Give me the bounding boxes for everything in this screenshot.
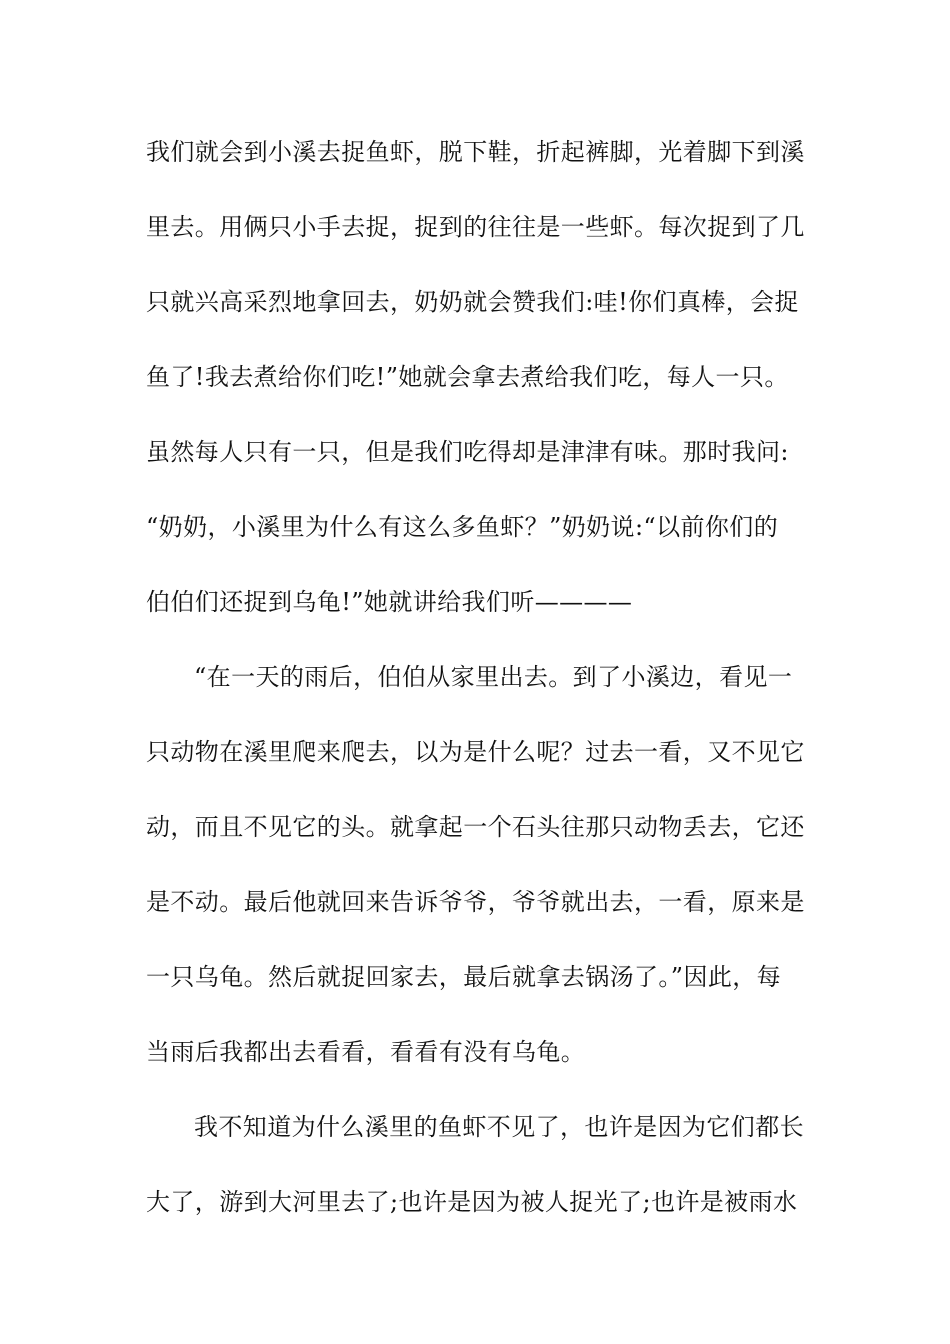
text-line: 大了，游到大河里去了;也许是因为被人捉光了;也许是被雨水 (146, 1188, 798, 1216)
paragraph-start-line: 我不知道为什么溪里的鱼虾不见了，也许是因为它们都长 (194, 1113, 804, 1141)
text-line: 一只乌龟。然后就捉回家去，最后就拿去锅汤了。”因此，每 (146, 963, 782, 991)
text-line: 动，而且不见它的头。就拿起一个石头往那只动物丢去，它还 (146, 813, 805, 841)
text-line: 只就兴高采烈地拿回去，奶奶就会赞我们:哇!你们真棒，会捉 (146, 288, 799, 316)
text-line: 鱼了!我去煮给你们吃!”她就会拿去煮给我们吃，每人一只。 (146, 363, 789, 391)
text-line: 里去。用俩只小手去捉，捉到的往往是一些虾。每次捉到了几 (146, 213, 805, 241)
text-line: 虽然每人只有一只，但是我们吃得却是津津有味。那时我问: (146, 438, 789, 466)
text-line: 我们就会到小溪去捉鱼虾，脱下鞋，折起裤脚，光着脚下到溪 (146, 138, 805, 166)
text-line: 是不动。最后他就回来告诉爷爷，爷爷就出去，一看，原来是 (146, 888, 805, 916)
text-line: 当雨后我都出去看看，看看有没有乌龟。 (146, 1038, 586, 1066)
paragraph-start-line: “在一天的雨后，伯伯从家里出去。到了小溪边，看见一 (194, 663, 793, 691)
text-line: 只动物在溪里爬来爬去，以为是什么呢？过去一看，又不见它 (146, 738, 805, 766)
body-text (146, 130, 818, 1255)
text-line: “奶奶，小溪里为什么有这么多鱼虾？”奶奶说:“以前你们的 (146, 513, 779, 541)
text-line: 伯伯们还捉到乌龟!”她就讲给我们听———— (146, 588, 633, 616)
